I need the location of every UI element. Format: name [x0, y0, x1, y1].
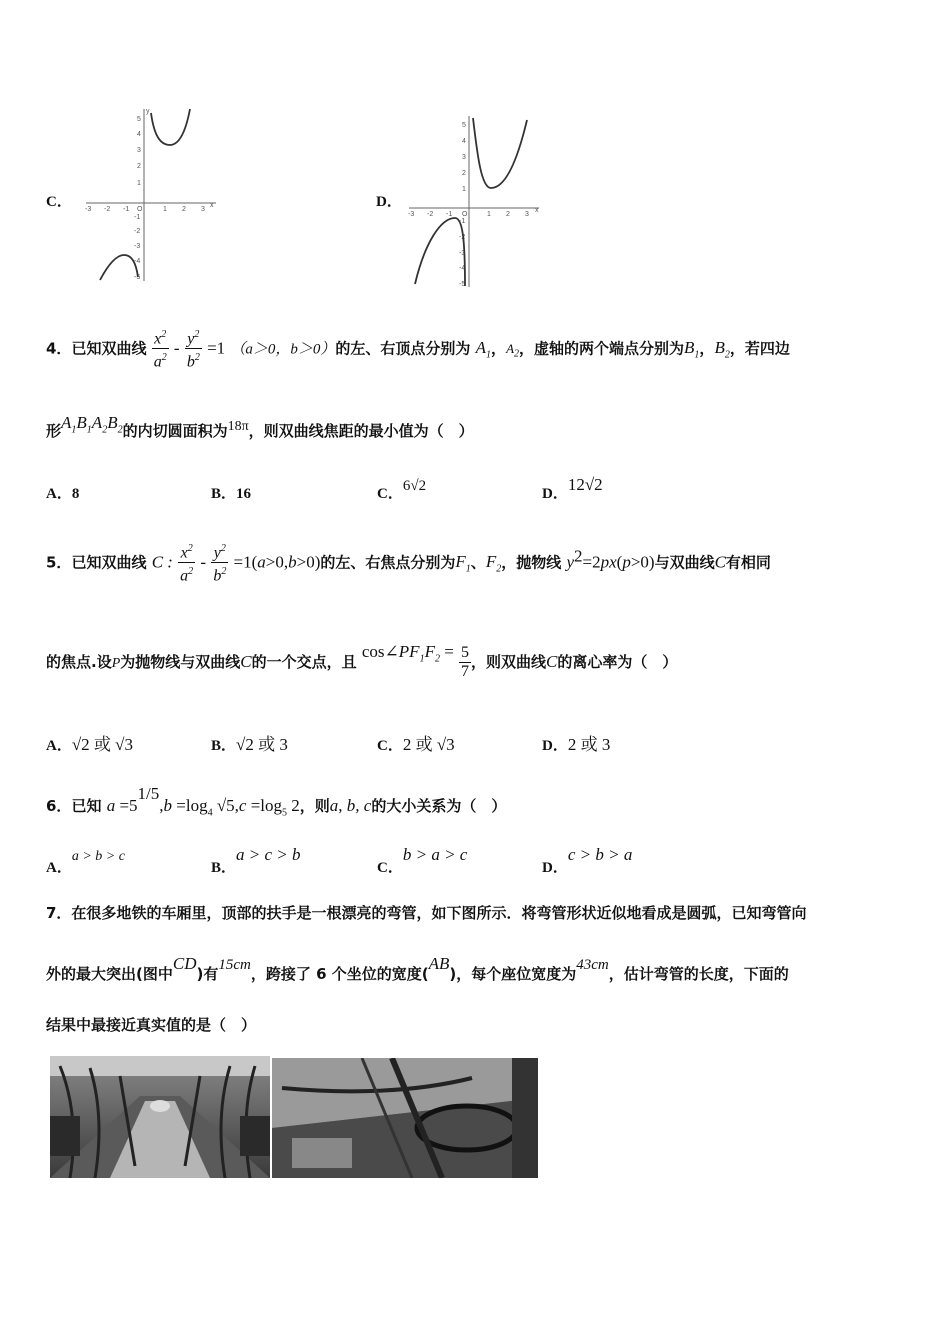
y-tick: 2 — [462, 170, 466, 177]
x-tick: -3 — [85, 206, 92, 213]
q7-photo-curved-handrail — [272, 1058, 538, 1178]
x-tick: 3 — [525, 211, 529, 218]
y-tick: 5 — [462, 122, 466, 129]
q7-line3: 结果中最接近真实值的是（ ） — [46, 1016, 257, 1034]
x-tick: O — [462, 211, 468, 218]
y-tick: 3 — [137, 147, 141, 154]
q4-option-a[interactable]: A．8 — [46, 486, 80, 502]
y-tick: -2 — [134, 228, 141, 235]
svg-text:x: x — [535, 207, 539, 214]
q5-line1: 5．已知双曲线 C : $\frac{x^2}{a^2}$ - $\frac{y^2}{b^2}$ =1(a>0,b>0)的左、右焦点分别为$F_1$、$F_2$，抛物线 $y^2=2px(p>0)$与双曲线C有相同 — [46, 540, 771, 586]
y-tick: 1 — [137, 180, 141, 187]
y-tick: -1 — [459, 218, 466, 225]
q6-line1: 6．已知 $a =5^{1/5},b =\log_4$ $√5,c =\log_5$ 2，则a, b, c的大小关系为（ ） — [46, 784, 507, 819]
y-tick: -3 — [134, 243, 141, 250]
svg-text:x: x — [210, 202, 214, 209]
y-tick: 5 — [137, 116, 141, 123]
q5-option-b[interactable]: B．√2 或 3 — [211, 735, 288, 754]
q7-photo-subway-interior — [50, 1056, 270, 1178]
q6-option-b[interactable]: B．a > c > b — [211, 845, 301, 876]
q5-option-a[interactable]: A．√2 或 √3 — [46, 735, 134, 754]
y-tick: 2 — [137, 163, 141, 170]
x-tick: -1 — [446, 211, 453, 218]
q7-line2: 外的最大突出(图中CD)有15cm，跨接了 6 个坐位的宽度(AB)，每个座位宽度为43cm，估计弯管的长度，下面的 — [46, 954, 789, 983]
q6-option-c[interactable]: C．b > a > c — [377, 845, 468, 876]
y-tick: 4 — [137, 131, 141, 138]
q5-line2: 的焦点.设P为抛物线与双曲线C的一个交点，且 $\cos\angle PF_1F_2$ = $\frac{5}{7}$ ，则双曲线C的离心率为（ ） — [46, 642, 678, 680]
q3-graph-c — [82, 105, 222, 285]
q4-option-c[interactable]: C．6√2 — [377, 478, 427, 502]
q4-line2: 形$A_1B_1A_2B_2$的内切圆面积为18π，则双曲线焦距的最小值为（ ） — [46, 413, 474, 440]
y-tick: -1 — [134, 214, 141, 221]
x-tick: 1 — [487, 211, 491, 218]
x-tick: -3 — [408, 211, 415, 218]
x-tick: 2 — [182, 206, 186, 213]
x-tick: 3 — [201, 206, 205, 213]
q5-option-d[interactable]: D．2 或 3 — [542, 735, 611, 754]
y-tick: 3 — [462, 154, 466, 161]
y-tick: -3 — [459, 250, 466, 257]
y-tick: -4 — [459, 265, 466, 272]
y-tick: -2 — [459, 234, 466, 241]
svg-text:y: y — [146, 108, 150, 115]
q4-option-d[interactable]: D．12√2 — [542, 475, 603, 502]
x-tick: 2 — [506, 211, 510, 218]
y-tick: 4 — [462, 138, 466, 145]
q4-option-b[interactable]: B．16 — [211, 486, 252, 502]
q5-option-c[interactable]: C．2 或 √3 — [377, 735, 455, 754]
q4-fraction-x: $\frac{x^2}{a^2}$ — [152, 326, 169, 372]
x-tick: -2 — [427, 211, 434, 218]
x-tick: -1 — [123, 206, 130, 213]
q6-option-d[interactable]: D．c > b > a — [542, 845, 633, 876]
q3-graph-d — [405, 112, 545, 290]
y-tick: -5 — [134, 274, 141, 281]
x-tick: O — [137, 206, 143, 213]
q3-option-d-label: D． — [376, 194, 402, 210]
q7-line1: 7．在很多地铁的车厢里，顶部的扶手是一根漂亮的弯管，如下图所示．将弯管形状近似地看成是圆弧，已知弯管向 — [46, 904, 807, 922]
q6-option-a[interactable]: A．a > b > c — [46, 849, 125, 876]
x-tick: 1 — [163, 206, 167, 213]
y-tick: -5 — [459, 281, 466, 288]
x-tick: -2 — [104, 206, 111, 213]
y-tick: 1 — [462, 186, 466, 193]
q4-line1: 4．已知双曲线 $\frac{x^2}{a^2}$ - $\frac{y^2}{b^2}$ =1 （a＞0，b＞0）的左、右顶点分别为 $A_1$，$A_2$，虚轴的两个端点分别为$B_1$，$B_2$，若四边 — [46, 326, 790, 372]
q4-fraction-y: $\frac{y^2}{b^2}$ — [185, 326, 202, 372]
y-tick: -4 — [134, 258, 141, 265]
q3-option-c-label: C． — [46, 194, 72, 210]
